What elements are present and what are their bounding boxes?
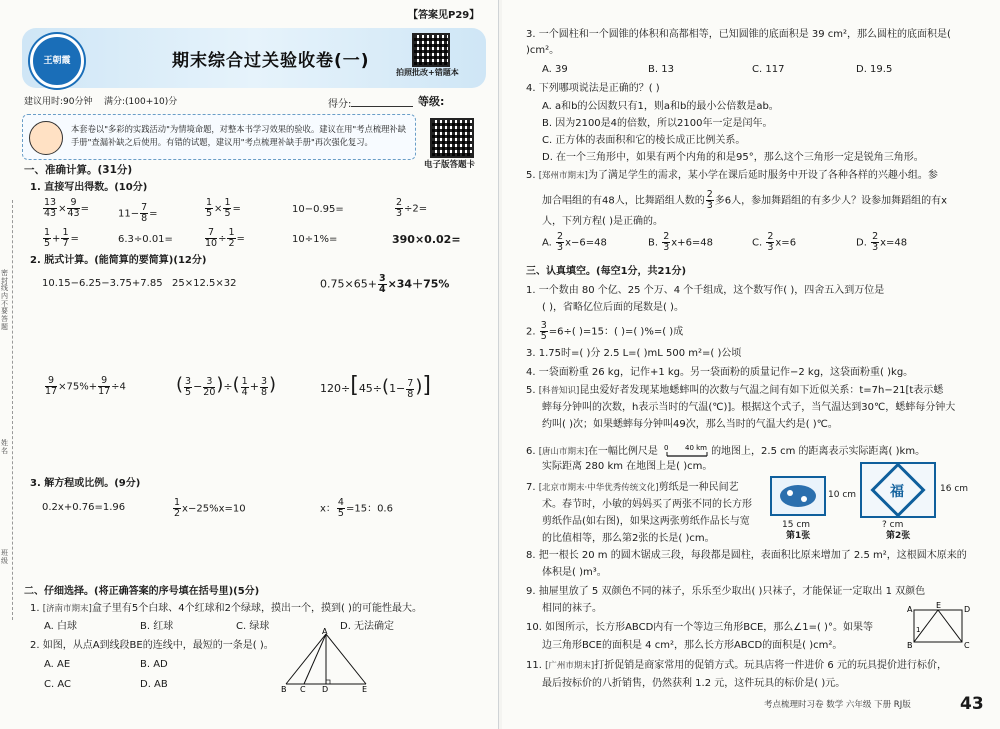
point-label: C <box>300 685 306 694</box>
expr-3: 0.75×65+ $\frac{3}{4}$ ×34＋75% <box>320 273 450 295</box>
equation-3: x： $\frac{4}{5}$ =15：0.6 <box>320 497 393 519</box>
svg-text:福: 福 <box>890 484 904 500</box>
fill-q10-line2: 边三角形BCE的面积是 4 cm²，那么长方形ABCD的面积是( )cm²。 <box>542 640 843 651</box>
calc-item: 11− $\frac{7}{8}$ = <box>118 202 158 224</box>
card1-width: 15 cm <box>782 520 811 530</box>
fill-q3: 3. 1.75时=( )分 2.5 L=( )mL 500 m²=( )公顷 <box>526 348 742 359</box>
score-label: 得分: <box>328 96 413 112</box>
fill-q5-line3: 约叫( )次；如果蟋蟀每分钟叫49次，那么当时的气温大约是( )℃。 <box>542 419 838 430</box>
option[interactable]: B. 红球 <box>140 621 174 632</box>
svg-text:D: D <box>964 605 970 614</box>
option[interactable]: C. 正方体的表面积和它的棱长成正比例关系。 <box>542 135 746 146</box>
card2-height: 16 cm <box>940 484 969 494</box>
fill-q7-line4: 的比值相等，那么第2张的长是( )cm。 <box>542 533 715 544</box>
papercut-card-2 <box>860 462 936 518</box>
point-label: D <box>322 685 329 694</box>
expr-4: $\frac{9}{17}$ ×75%+ $\frac{9}{17}$ ÷4 <box>45 375 126 397</box>
tip-box <box>22 114 416 160</box>
option[interactable]: D. 无法确定 <box>340 621 395 632</box>
section-3-title: 三、认真填空。(每空1分，共21分) <box>526 266 687 277</box>
svg-text:1: 1 <box>916 626 921 634</box>
seal-line-sidebar: 密封线内不要答题 姓名 班级 <box>0 200 13 620</box>
dragon-pattern-icon <box>772 478 824 514</box>
full-score: 满分:(100+10)分 <box>104 97 178 107</box>
point-label: E <box>362 685 368 694</box>
svg-text:B: B <box>907 641 913 650</box>
option[interactable]: A. a和b的公因数只有1，则a和b的最小公倍数是ab。 <box>542 101 779 112</box>
brand-logo: 王朝霞 <box>30 34 84 88</box>
option[interactable]: D. 在一个三角形中，如果有两个内角的和是95°，那么这个三角形一定是锐角三角形。 <box>542 152 924 163</box>
expr-5: ( $\frac{3}{5}$ − $\frac{3}{20}$ )÷( $\frac{1}{4}$ + $\frac{3}{8}$ ) <box>176 374 277 398</box>
qr-code-icon[interactable] <box>430 118 474 158</box>
q3-title: 3. 解方程或比例。(9分) <box>30 478 141 489</box>
option[interactable]: A. AE <box>44 659 71 670</box>
left-page <box>0 0 499 729</box>
option[interactable]: B. $\frac{2}{3}$ x+6=48 <box>648 231 714 253</box>
fill-q5: 5. [科普知识]昆虫爱好者发现某地蟋蟀叫的次数与气温之间有如下近似关系：t=7h−21[t表示蟋 <box>526 385 944 396</box>
option[interactable]: C. 绿球 <box>236 621 270 632</box>
svg-text:0: 0 <box>664 444 669 452</box>
answer-reference: 【答案见P29】 <box>408 10 480 21</box>
calc-item: 390×0.02= <box>392 233 461 246</box>
page-title: 期末综合过关验收卷(一) <box>172 51 370 71</box>
qr-caption-1: 拍照批改+错题本 <box>396 68 459 77</box>
triangle-figure <box>276 628 372 694</box>
fill-q8-line2: 体积是( )m³。 <box>542 567 607 578</box>
qr-code-icon[interactable] <box>412 33 450 67</box>
grade-label: 等级: <box>418 95 445 108</box>
fill-q7-line2: 术。春节时，小敏的妈妈买了两张不同的长方形 <box>542 499 752 510</box>
calc-item: $\frac{2}{3}$ ÷2= <box>396 197 428 219</box>
q2-title: 2. 脱式计算。(能简算的要简算)(12分) <box>30 255 207 266</box>
page-number: 43 <box>960 694 984 714</box>
fill-q7-line3: 剪纸作品(如右图)，如果这两张剪纸作品长与宽 <box>542 516 750 527</box>
fill-q6-line2: 实际距离 280 km 在地图上是( )cm。 <box>542 461 713 472</box>
qr-caption-2: 电子版答题卡 <box>424 160 476 170</box>
section-1-title: 一、准确计算。(31分) <box>24 164 133 176</box>
option[interactable]: C. $\frac{2}{3}$ x=6 <box>752 231 797 253</box>
choice-q3: 3. 一个圆柱和一个圆锥的体积和高都相等，已知圆锥的底面积是 39 cm²，那么圆柱的底面积是( )cm²。 <box>526 29 951 56</box>
svg-text:C: C <box>964 641 970 650</box>
papercut-card-1 <box>770 476 826 516</box>
option[interactable]: D. 19.5 <box>856 64 893 75</box>
fill-q6: 6. [唐山市期末]在一幅比例尺是 0 40 km 的地图上，2.5 cm 的距离表示实际距离( )km。 <box>526 442 925 460</box>
choice-q4: 4. 下列哪项说法是正确的？( ) <box>526 83 660 94</box>
fill-q9-line2: 相同的袜子。 <box>542 603 602 614</box>
calc-item: 6.3÷0.01= <box>118 234 173 245</box>
option[interactable]: D. AB <box>140 679 168 690</box>
choice-q5-line3: 人，下列方程( )是正确的。 <box>542 216 663 227</box>
q1-title: 1. 直接写出得数。(10分) <box>30 182 148 193</box>
svg-text:A: A <box>907 605 913 614</box>
card1-caption: 第1张 <box>786 531 811 541</box>
option[interactable]: B. AD <box>140 659 168 670</box>
calc-item: 10−0.95= <box>292 204 344 215</box>
scale-bar-icon <box>661 442 711 460</box>
option[interactable]: A. $\frac{2}{3}$ x−6=48 <box>542 231 607 253</box>
card1-height: 10 cm <box>828 490 857 500</box>
equation-2: $\frac{1}{2}$ x−25%x=10 <box>174 497 246 519</box>
tip-text: 本套卷以"多彩的实践活动"为情境命题，对整本书学习效果的验收。建议在用"考点梳理补缺手册"查漏补缺之后使用。有错的试题，建议用"考点梳理补缺手册"再次强化复习。 <box>71 124 407 147</box>
fill-q2: 2. $\frac{3}{5}$ =6÷( )=15：( )=( )%=( )成 <box>526 320 684 342</box>
option[interactable]: A. 白球 <box>44 621 78 632</box>
card2-caption: 第2张 <box>886 531 911 541</box>
fu-pattern-icon <box>862 464 934 516</box>
svg-text:40 km: 40 km <box>685 444 708 452</box>
right-page <box>502 0 1000 729</box>
fill-q5-line2: 蟀每分钟叫的次数，h表示当时的气温(℃)]。根据这个式子，当气温达到30℃，蟋蟀每分钟大 <box>542 402 956 413</box>
option[interactable]: C. 117 <box>752 64 785 75</box>
expr-6: 120÷[45÷(1− $\frac{7}{8}$ )] <box>320 373 431 400</box>
equation-1: 0.2x+0.76=1.96 <box>42 502 126 513</box>
rectangle-figure <box>906 602 970 650</box>
option[interactable]: B. 13 <box>648 64 674 75</box>
point-label: A <box>322 628 328 636</box>
point-label: B <box>281 685 287 694</box>
option[interactable]: B. 因为2100是4的倍数，所以2100年一定是闰年。 <box>542 118 773 129</box>
fill-q8: 8. 把一根长 20 m 的圆木锯成三段，每段都是圆柱，表面积比原来增加了 2.5 m²，这根圆木原来的 <box>526 550 967 561</box>
fill-q10: 10. 如图所示，长方形ABCD内有一个等边三角形BCE，那么∠1=( )°。如果等 <box>526 622 873 633</box>
calc-item: $\frac{7}{10}$ ÷ $\frac{1}{2}$ = <box>205 227 245 249</box>
calc-item: $\frac{1}{5}$ + $\frac{1}{7}$ = <box>44 227 79 249</box>
choice-q5: 5. [郑州市期末]为了满足学生的需求，某小学在课后延时服务中开设了各种各样的兴趣小组。参 <box>526 170 938 181</box>
fill-q1: 1. 一个数由 80 个亿、25 个万、4 个千组成，这个数写作( )，四舍五入到万位是 <box>526 285 885 296</box>
section-2-title: 二、仔细选择。(将正确答案的序号填在括号里)(5分) <box>24 586 260 597</box>
fill-q7: 7. [北京市期末·中华优秀传统文化]剪纸是一种民间艺 <box>526 482 739 493</box>
fill-q11-line2: 最后按标价的八折销售，仍然获利 1.2 元，这件玩具的标价是( )元。 <box>542 678 846 689</box>
time-limit: 建议用时:90分钟 <box>24 97 93 107</box>
fill-q9: 9. 抽屉里放了 5 双颜色不同的袜子，乐乐至少取出( )只袜子，才能保证一定取出 1 双颜色 <box>526 586 926 597</box>
fill-q11: 11. [广州市期末]打折促销是商家常用的促销方式。玩具店将一件进价 6 元的玩具提价进行标价， <box>526 660 947 671</box>
student-avatar-icon <box>29 121 63 155</box>
fill-q4: 4. 一袋面粉重 26 kg，记作+1 kg。另一袋面粉的质量记作−2 kg，这袋面粉重( )kg。 <box>526 367 914 378</box>
calc-item: $\frac{1}{5}$ × $\frac{1}{5}$ = <box>206 197 241 219</box>
choice-q5-line2: 加合唱组的有48人，比舞蹈组人数的 $\frac{2}{3}$ 多6人，参加舞蹈组的有多少人？设参加舞蹈组的有x <box>542 189 948 211</box>
option[interactable]: D. $\frac{2}{3}$ x=48 <box>856 231 908 253</box>
choice-q2: 2. 如图，从点A到线段BE的连线中，最短的一条是( )。 <box>30 640 274 651</box>
calc-item: $\frac{13}{43}$ × $\frac{9}{43}$ = <box>44 197 89 219</box>
expr-2: 25×12.5×32 <box>172 278 237 289</box>
svg-text:E: E <box>936 602 942 610</box>
card2-width: ? cm <box>882 520 904 530</box>
option[interactable]: C. AC <box>44 679 71 690</box>
calc-item: 10÷1%= <box>292 234 338 245</box>
fill-q1-line2: ( )，省略亿位后面的尾数是( )。 <box>542 302 684 313</box>
footer-text: 考点梳理时习卷 数学 六年级 下册 RJ版 <box>764 700 911 710</box>
choice-q1: 1. [济南市期末]盒子里有5个白球、4个红球和2个绿球，摸出一个，摸到( )的可能性最大。 <box>30 603 422 614</box>
expr-1: 10.15−6.25−3.75+7.85 <box>42 278 163 289</box>
option[interactable]: A. 39 <box>542 64 568 75</box>
